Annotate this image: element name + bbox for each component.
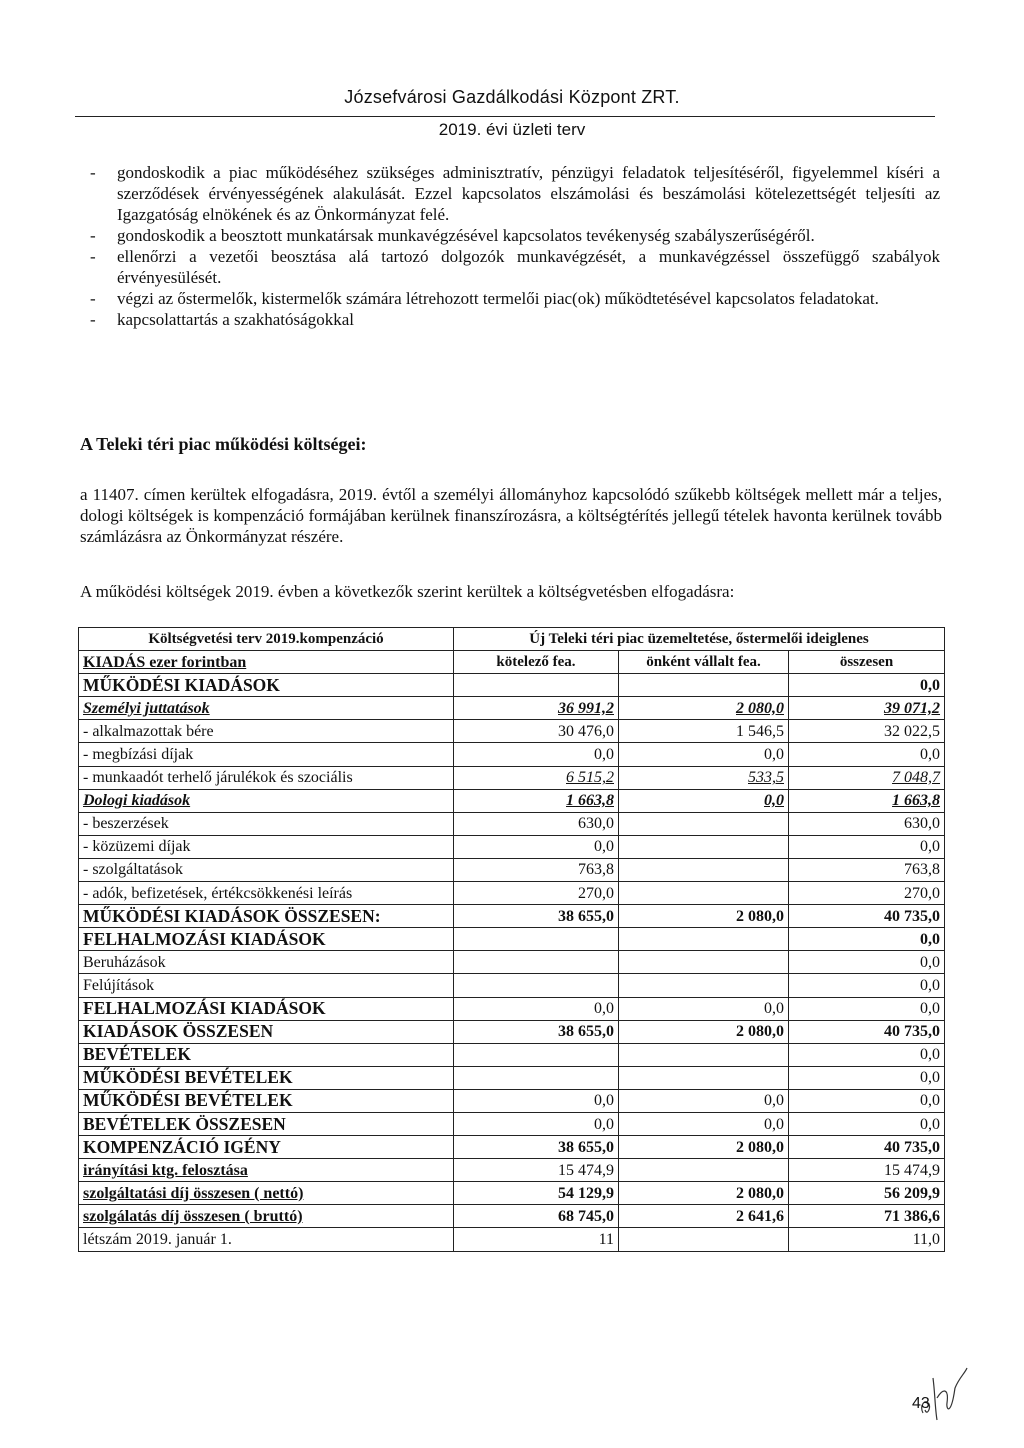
total-value-cell: 763,8 [789, 858, 945, 881]
row-label-cell: - munkaadót terhelő járulékok és szociális [79, 766, 454, 789]
table-row [79, 789, 945, 812]
voluntary-value-cell: 0,0 [619, 743, 789, 766]
bullet-marker: - [90, 226, 96, 245]
row-label-cell: FELHALMOZÁSI KIADÁSOK [79, 997, 454, 1020]
total-value-cell: 0,0 [789, 674, 945, 697]
table-row [79, 997, 945, 1020]
voluntary-value-cell [619, 674, 789, 697]
table-row [79, 697, 945, 720]
page-number: 43 [912, 1395, 930, 1412]
row-label-cell: irányítási ktg. felosztása [79, 1159, 454, 1182]
mandatory-value-cell: 54 129,9 [454, 1182, 619, 1205]
mandatory-value-cell [454, 928, 619, 951]
row-label-cell: - alkalmazottak bére [79, 720, 454, 743]
list-item [90, 162, 940, 225]
row-label-cell: szolgáltatási díj összesen ( nettó) [79, 1182, 454, 1205]
table-row [79, 766, 945, 789]
mandatory-value-cell [454, 1043, 619, 1066]
total-value-cell: 7 048,7 [789, 766, 945, 789]
budget-table [78, 627, 945, 1252]
list-item [90, 309, 940, 330]
voluntary-value-cell: 2 080,0 [619, 905, 789, 928]
row-label-cell: Személyi juttatások [79, 697, 454, 720]
mandatory-value-cell [454, 1066, 619, 1089]
table-row [79, 720, 945, 743]
bullet-marker: - [90, 247, 96, 266]
total-value-cell: 0,0 [789, 997, 945, 1020]
mandatory-value-cell: 68 745,0 [454, 1205, 619, 1228]
mandatory-value-cell [454, 674, 619, 697]
plan-title: 2019. évi üzleti terv [438, 120, 586, 139]
total-value-cell: 0,0 [789, 974, 945, 997]
voluntary-value-cell: 1 546,5 [619, 720, 789, 743]
voluntary-value-cell [619, 951, 789, 974]
table-row [79, 905, 945, 928]
mandatory-value-cell: 38 655,0 [454, 905, 619, 928]
table-row [79, 1205, 945, 1228]
document-header [0, 87, 1024, 108]
table-row [79, 1043, 945, 1066]
paragraph: a 11407. címen kerültek elfogadásra, 2019. évtől a személyi állományhoz kapcsolódó szűkebb költségek mellett már a teljes, dologi költségek is kompenzáció formájában kerülnek finanszírozásra, a költségtérítés jellegű tételek havonta kerülnek tovább számlázásra az Önkormányzat részére. [80, 485, 942, 546]
total-value-cell: 0,0 [789, 743, 945, 766]
mandatory-value-cell: 38 655,0 [454, 1020, 619, 1043]
table-row [79, 974, 945, 997]
bullet-text: végzi az őstermelők, kistermelők számára létrehozott termelői piac(ok) működtetésével kapcsolatos feladatokat. [117, 289, 879, 308]
voluntary-value-cell [619, 1228, 789, 1251]
row-label-cell: Felújítások [79, 974, 454, 997]
paragraph: A működési költségek 2019. évben a következők szerint kerültek a költségvetésben elfogadásra: [80, 582, 735, 601]
table-header-cell: Új Teleki téri piac üzemeltetése, őstermelői ideiglenes [454, 628, 945, 651]
row-label-cell: MŰKÖDÉSI BEVÉTELEK [79, 1089, 454, 1112]
total-value-cell: 0,0 [789, 1112, 945, 1135]
table-row [79, 928, 945, 951]
voluntary-value-cell: 0,0 [619, 1089, 789, 1112]
voluntary-value-cell: 2 080,0 [619, 1182, 789, 1205]
voluntary-value-cell: 2 080,0 [619, 1136, 789, 1159]
row-label-cell: - megbízási díjak [79, 743, 454, 766]
row-label-cell: - beszerzések [79, 812, 454, 835]
voluntary-value-cell [619, 974, 789, 997]
table-header-cell: összesen [789, 651, 945, 674]
total-value-cell: 11,0 [789, 1228, 945, 1251]
total-value-cell: 630,0 [789, 812, 945, 835]
row-label-cell: Dologi kiadások [79, 789, 454, 812]
voluntary-value-cell: 0,0 [619, 997, 789, 1020]
total-value-cell: 15 474,9 [789, 1159, 945, 1182]
voluntary-value-cell [619, 835, 789, 858]
total-value-cell: 0,0 [789, 951, 945, 974]
voluntary-value-cell [619, 882, 789, 905]
table-header-cell: önként vállalt fea. [619, 651, 789, 674]
row-label-cell: MŰKÖDÉSI KIADÁSOK [79, 674, 454, 697]
bullet-text: kapcsolattartás a szakhatóságokkal [117, 310, 354, 329]
row-label-cell: BEVÉTELEK ÖSSZESEN [79, 1112, 454, 1135]
mandatory-value-cell: 6 515,2 [454, 766, 619, 789]
bullet-marker: - [90, 289, 96, 308]
row-label-cell: - adók, befizetések, értékcsökkenési leírás [79, 882, 454, 905]
total-value-cell: 56 209,9 [789, 1182, 945, 1205]
mandatory-value-cell [454, 951, 619, 974]
table-row [79, 1020, 945, 1043]
row-label-cell: szolgálatás díj összesen ( bruttó) [79, 1205, 454, 1228]
table-row [79, 743, 945, 766]
total-value-cell: 0,0 [789, 1089, 945, 1112]
bullet-text: ellenőrzi a vezetői beosztása alá tartozó dolgozók munkavégzését, a munkavégzéssel összefüggő szabályok érvényesülését. [117, 247, 940, 287]
table-row [79, 1136, 945, 1159]
voluntary-value-cell: 2 641,6 [619, 1205, 789, 1228]
row-label-cell: létszám 2019. január 1. [79, 1228, 454, 1251]
table-header-row [79, 651, 945, 674]
row-label-cell: KOMPENZÁCIÓ IGÉNY [79, 1136, 454, 1159]
table-header-cell: kötelező fea. [454, 651, 619, 674]
total-value-cell: 40 735,0 [789, 1020, 945, 1043]
table-header-row [79, 628, 945, 651]
row-label-cell: - szolgáltatások [79, 858, 454, 881]
table-row [79, 951, 945, 974]
table-row [79, 1066, 945, 1089]
voluntary-value-cell [619, 1043, 789, 1066]
voluntary-value-cell [619, 928, 789, 951]
total-value-cell: 0,0 [789, 1066, 945, 1089]
total-value-cell: 32 022,5 [789, 720, 945, 743]
bullet-marker: - [90, 163, 96, 182]
voluntary-value-cell [619, 1159, 789, 1182]
mandatory-value-cell: 36 991,2 [454, 697, 619, 720]
mandatory-value-cell: 30 476,0 [454, 720, 619, 743]
mandatory-value-cell: 0,0 [454, 1112, 619, 1135]
bullet-text: gondoskodik a beosztott munkatársak munkavégzésével kapcsolatos tevékenység szabályszerűségéről. [117, 226, 815, 245]
signature-icon [915, 1358, 975, 1428]
voluntary-value-cell: 0,0 [619, 1112, 789, 1135]
mandatory-value-cell: 38 655,0 [454, 1136, 619, 1159]
list-item [90, 246, 940, 288]
row-label-cell: FELHALMOZÁSI KIADÁSOK [79, 928, 454, 951]
voluntary-value-cell [619, 1066, 789, 1089]
bullet-marker: - [90, 310, 96, 329]
table-row [79, 835, 945, 858]
total-value-cell: 39 071,2 [789, 697, 945, 720]
table-row [79, 858, 945, 881]
table-row [79, 1112, 945, 1135]
table-row [79, 1159, 945, 1182]
bullet-list [90, 162, 940, 330]
row-label-cell: MŰKÖDÉSI KIADÁSOK ÖSSZESEN: [79, 905, 454, 928]
list-item [90, 225, 940, 246]
voluntary-value-cell [619, 812, 789, 835]
total-value-cell: 40 735,0 [789, 905, 945, 928]
table-header-cell: Költségvetési terv 2019.kompenzáció [79, 628, 454, 651]
mandatory-value-cell: 11 [454, 1228, 619, 1251]
table-row [79, 1228, 945, 1251]
row-label-cell: BEVÉTELEK [79, 1043, 454, 1066]
table-row [79, 812, 945, 835]
list-item [90, 288, 940, 309]
mandatory-value-cell: 0,0 [454, 997, 619, 1020]
mandatory-value-cell: 630,0 [454, 812, 619, 835]
header-rule [75, 116, 935, 117]
mandatory-value-cell: 0,0 [454, 1089, 619, 1112]
voluntary-value-cell: 2 080,0 [619, 1020, 789, 1043]
total-value-cell: 0,0 [789, 835, 945, 858]
row-label-cell: KIADÁSOK ÖSSZESEN [79, 1020, 454, 1043]
mandatory-value-cell: 15 474,9 [454, 1159, 619, 1182]
total-value-cell: 270,0 [789, 882, 945, 905]
mandatory-value-cell: 0,0 [454, 743, 619, 766]
total-value-cell: 71 386,6 [789, 1205, 945, 1228]
table-row [79, 1089, 945, 1112]
table-row [79, 1182, 945, 1205]
mandatory-value-cell: 763,8 [454, 858, 619, 881]
voluntary-value-cell: 533,5 [619, 766, 789, 789]
row-label-cell: MŰKÖDÉSI BEVÉTELEK [79, 1066, 454, 1089]
mandatory-value-cell: 1 663,8 [454, 789, 619, 812]
voluntary-value-cell [619, 858, 789, 881]
mandatory-value-cell [454, 974, 619, 997]
bullet-text: gondoskodik a piac működéséhez szükséges adminisztratív, pénzügyi feladatok teljesítéséről, figyelemmel kíséri a szerződések érvényességének alakulását. Ezzel kapcsolatos elszámolási és beszámolási kötelezettségét teljesíti az Igazgatóság elnökének és az Önkormányzat felé. [117, 163, 940, 224]
total-value-cell: 1 663,8 [789, 789, 945, 812]
row-label-cell: - közüzemi díjak [79, 835, 454, 858]
total-value-cell: 40 735,0 [789, 1136, 945, 1159]
mandatory-value-cell: 0,0 [454, 835, 619, 858]
total-value-cell: 0,0 [789, 928, 945, 951]
table-row [79, 882, 945, 905]
section-title: A Teleki téri piac működési költségei: [80, 434, 367, 454]
table-header-cell: KIADÁS ezer forintban [79, 651, 454, 674]
row-label-cell: Beruházások [79, 951, 454, 974]
table-row [79, 674, 945, 697]
voluntary-value-cell: 2 080,0 [619, 697, 789, 720]
total-value-cell: 0,0 [789, 1043, 945, 1066]
mandatory-value-cell: 270,0 [454, 882, 619, 905]
company-name: Józsefvárosi Gazdálkodási Központ ZRT. [344, 87, 680, 107]
voluntary-value-cell: 0,0 [619, 789, 789, 812]
